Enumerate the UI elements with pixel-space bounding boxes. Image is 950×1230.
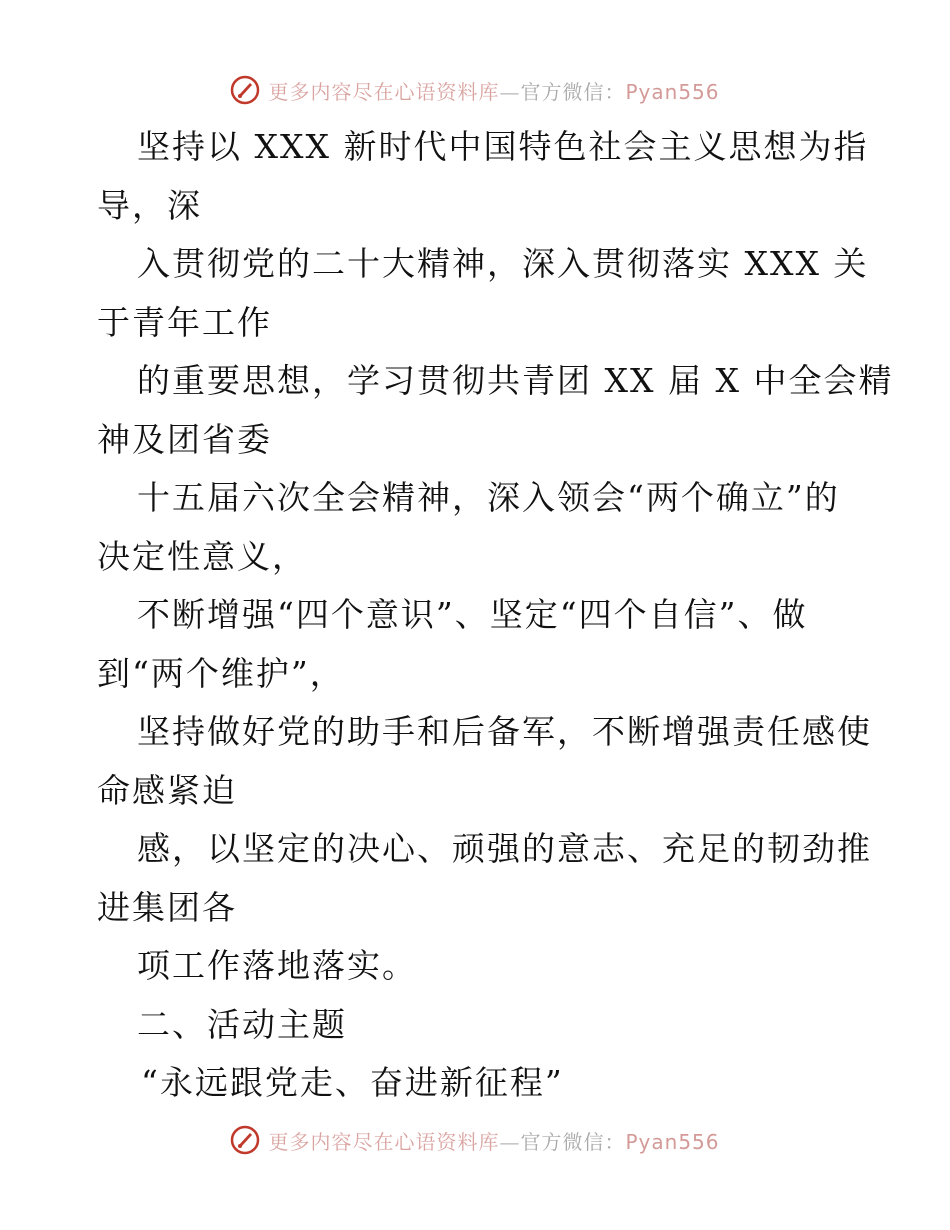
paragraph-line-9: 不断增强“四个意识”、坚定“四个自信”、做 [137, 595, 808, 634]
watermark-text: 更多内容尽在心语资料库—官方微信：Pyan556 [268, 79, 720, 104]
paragraph-line-2: 导，深 [97, 185, 202, 225]
footer-watermark [0, 1120, 950, 1160]
quill-logo-icon [230, 1125, 260, 1155]
paragraph-line-8: 决定性意义， [97, 536, 307, 576]
paragraph-line-11: 坚持做好党的助手和后备军，不断增强责任感使 [137, 712, 872, 751]
paragraph-line-15: 项工作落地落实。 [137, 946, 417, 985]
watermark-text: 更多内容尽在心语资料库—官方微信：Pyan556 [268, 1129, 720, 1154]
paragraph-line-5: 的重要思想，学习贯彻共青团 XX 届 X 中全会精 [137, 361, 894, 400]
paragraph-line-10: 到“两个维护”， [97, 653, 345, 693]
section-heading: 二、活动主题 [137, 1004, 347, 1044]
paragraph-line-6: 神及团省委 [97, 419, 272, 459]
document-body [97, 118, 894, 1113]
paragraph-line-13: 感，以坚定的决心、顽强的意志、充足的韧劲推 [137, 829, 872, 868]
quill-logo-icon [230, 75, 260, 105]
paragraph-line-7: 十五届六次全会精神，深入领会“两个确立”的 [137, 478, 840, 517]
paragraph-line-4: 于青年工作 [97, 302, 272, 342]
theme-line: “永远跟党走、奋进新征程” [141, 1063, 564, 1102]
header-watermark [0, 70, 950, 110]
paragraph-line-14: 进集团各 [97, 887, 237, 927]
paragraph-line-12: 命感紧迫 [97, 770, 237, 810]
paragraph-line-3: 入贯彻党的二十大精神，深入贯彻落实 XXX 关 [137, 244, 869, 283]
paragraph-line-1: 坚持以 XXX 新时代中国特色社会主义思想为指 [137, 127, 869, 166]
